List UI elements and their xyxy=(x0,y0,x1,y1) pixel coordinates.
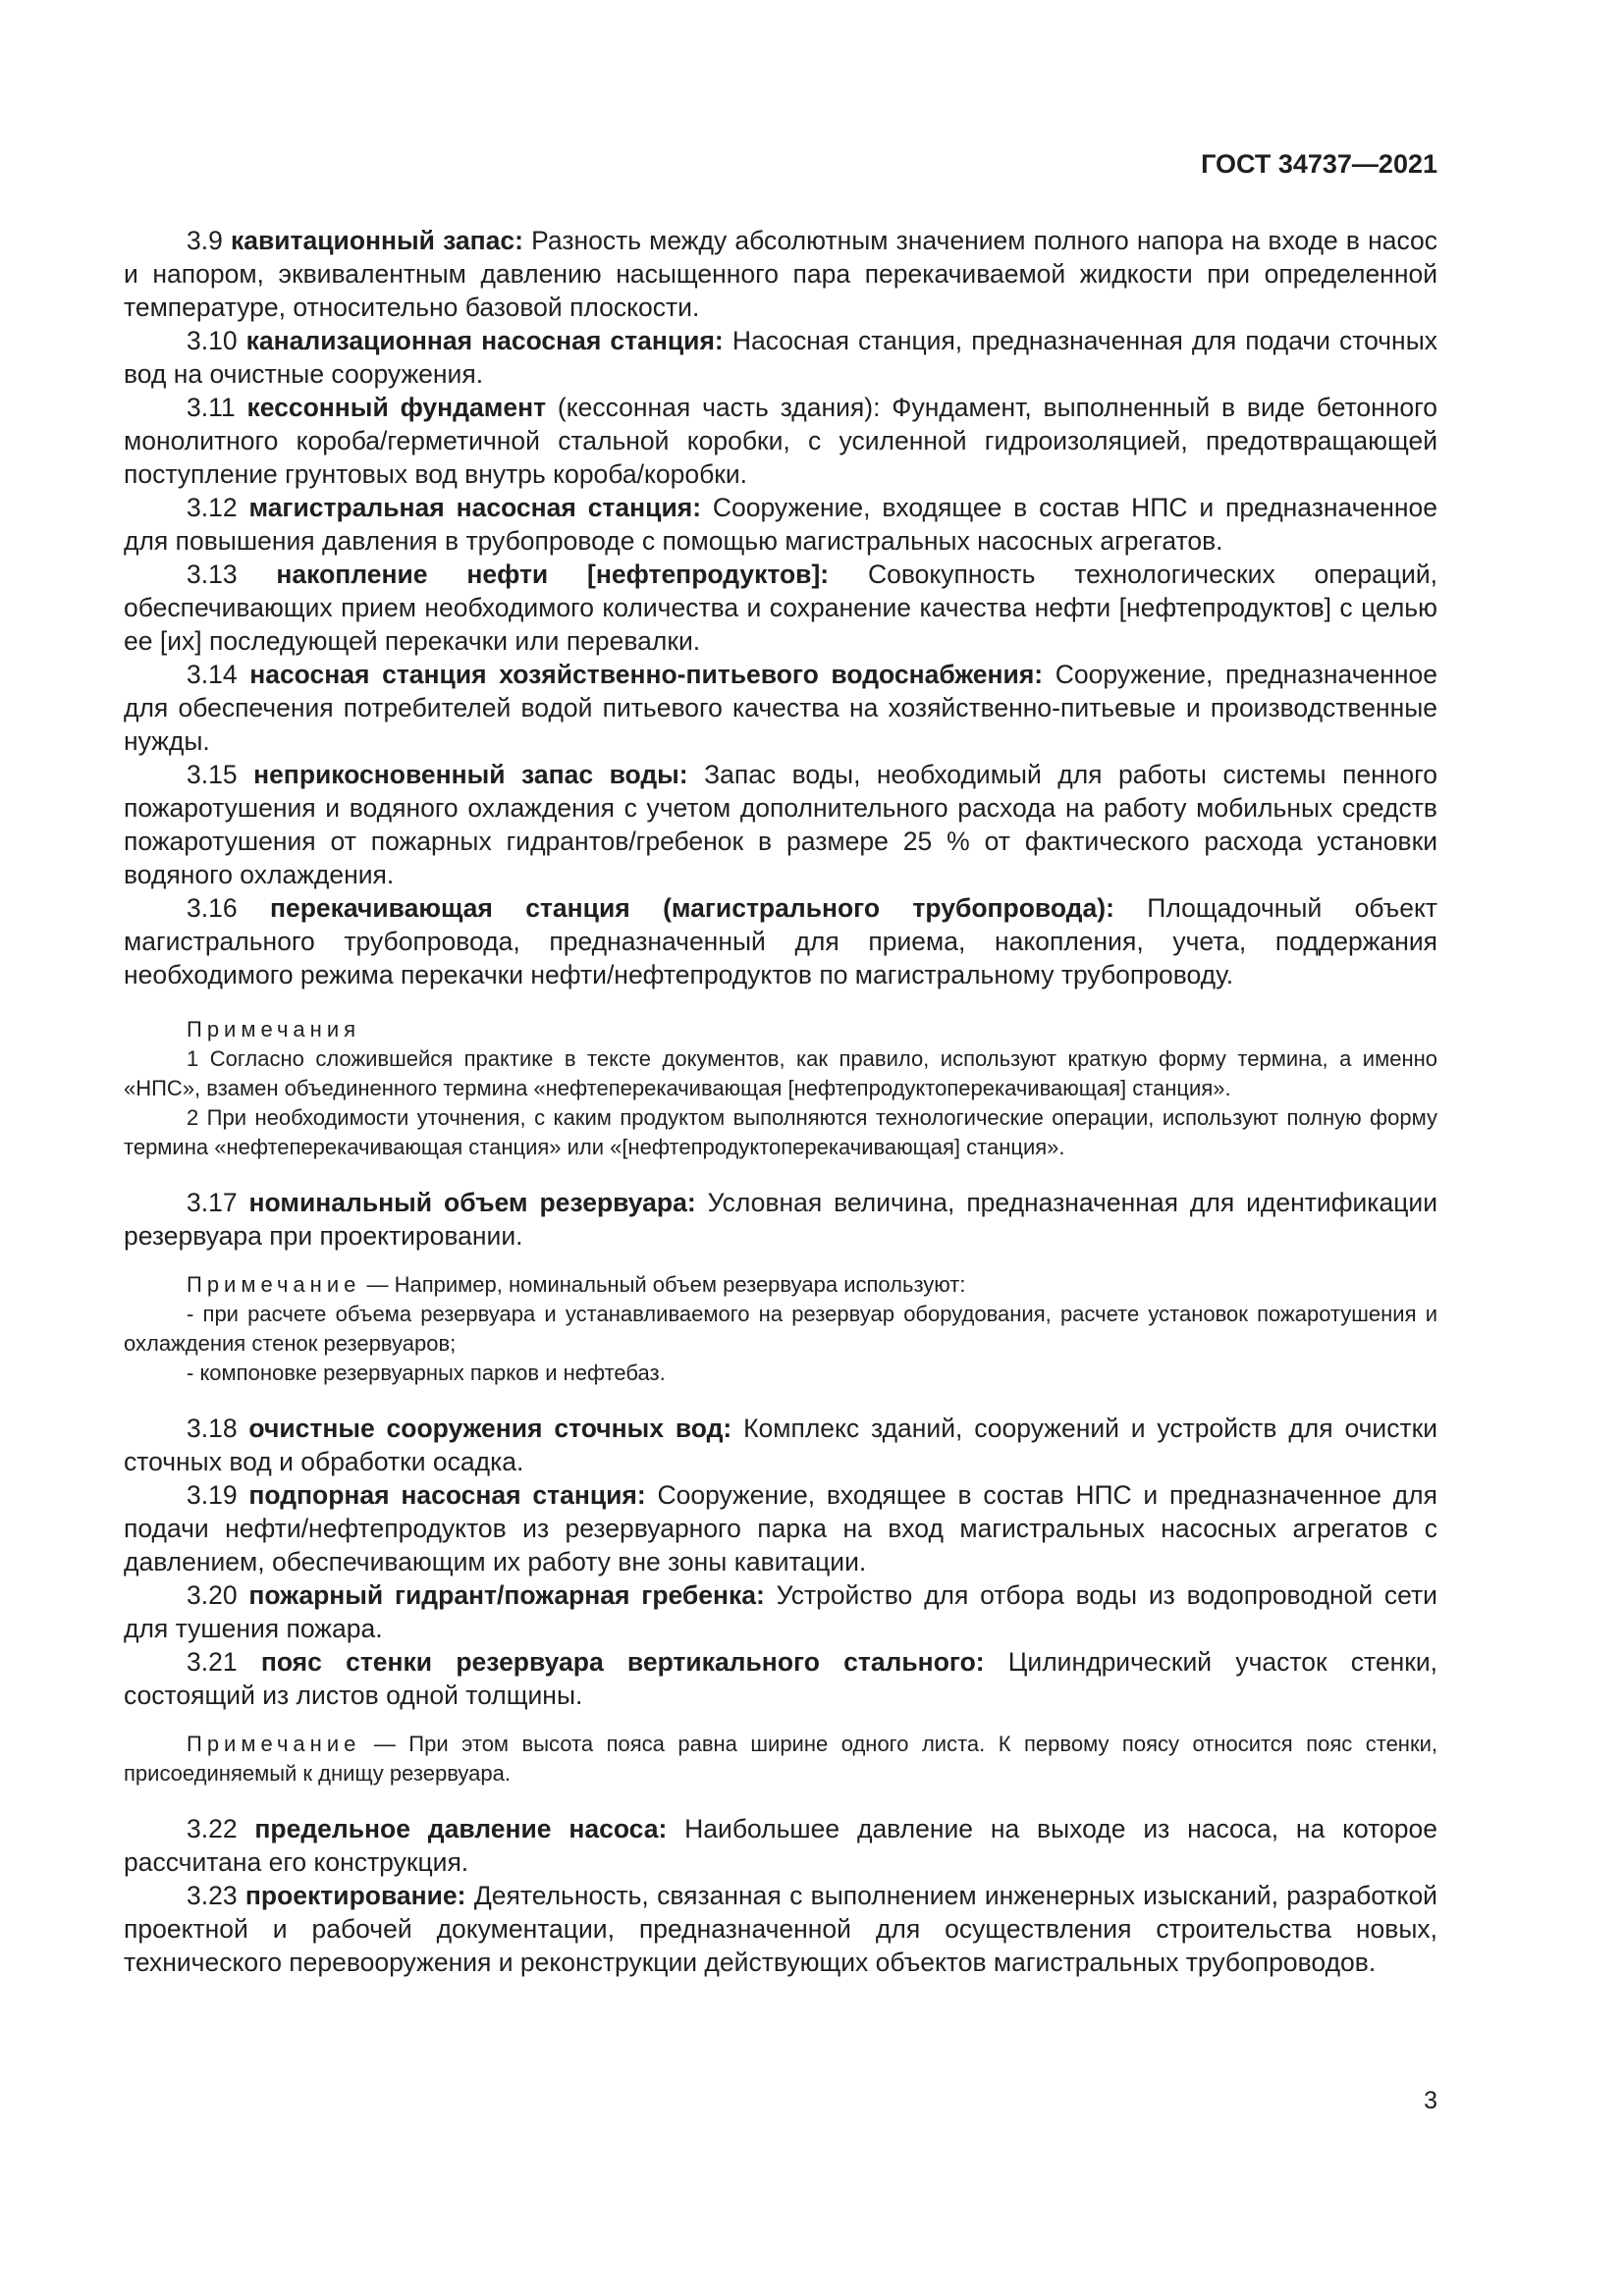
term-3-12: 3.12 магистральная насосная станция: Сооружение, входящее в состав НПС и предназначенное для повышения давления в трубопроводе с помощью магистральных насосных агрегатов. xyxy=(124,493,1437,556)
note-item: 2 При необходимости уточнения, с каким продуктом выполняются технологические операции, используют полную форму термина «нефтеперекачивающая станция» или «[нефтепродуктоперекачивающая] станция». xyxy=(124,1105,1437,1159)
term-3-15: 3.15 неприкосновенный запас воды: Запас воды, необходимый для работы системы пенного пожаротушения и водяного охлаждения с учетом дополнительного расхода на работу мобильных средств пожаротушения от пожарных гидрантов/гребенок в размере 25 % от фактического расхода установки водяного охлаждения. xyxy=(124,760,1437,889)
term-3-18: 3.18 очистные сооружения сточных вод: Комплекс зданий, сооружений и устройств для очистки сточных вод и обработки осадка. xyxy=(124,1414,1437,1476)
term-3-14: 3.14 насосная станция хозяйственно-питьевого водоснабжения: Сооружение, предназначенное для обеспечения потребителей водой питьевого качества на хозяйственно-питьевые и производственные нужды. xyxy=(124,660,1437,756)
term-3-16: 3.16 перекачивающая станция (магистрального трубопровода): Площадочный объект магистрального трубопровода, предназначенный для приема, накопления, учета, поддержания необходимого режима перекачки нефти/нефтепродуктов по магистральному трубопроводу. xyxy=(124,893,1437,989)
page-number: 3 xyxy=(1424,2087,1437,2114)
document-body xyxy=(124,224,1437,1979)
note-title: Примечание xyxy=(187,1272,361,1297)
term-3-21: 3.21 пояс стенки резервуара вертикального стального: Цилиндрический участок стенки, состоящий из листов одной толщины. xyxy=(124,1647,1437,1710)
term-3-10: 3.10 канализационная насосная станция: Насосная станция, предназначенная для подачи сточных вод на очистные сооружения. xyxy=(124,326,1437,389)
term-3-22: 3.22 предельное давление насоса: Наибольшее давление на выходе из насоса, на которое рассчитана его конструкция. xyxy=(124,1814,1437,1877)
note-dash-item: - при расчете объема резервуара и устанавливаемого на резервуар оборудования, расчете установок пожаротушения и охлаждения стенок резервуаров; xyxy=(124,1302,1437,1356)
document-code: ГОСТ 34737—2021 xyxy=(1201,149,1437,179)
term-3-20: 3.20 пожарный гидрант/пожарная гребенка: Устройство для отбора воды из водопроводной сети для тушения пожара. xyxy=(124,1580,1437,1643)
term-3-23: 3.23 проектирование: Деятельность, связанная с выполнением инженерных изысканий, разработкой проектной и рабочей документации, предназначенной для осуществления строительства новых, технического перевооружения и реконструкции действующих объектов магистральных трубопроводов. xyxy=(124,1881,1437,1977)
note-item: 1 Согласно сложившейся практике в тексте документов, как правило, используют краткую форму термина, а именно «НПС», взамен объединенного термина «нефтеперекачивающая [нефтепродуктоперекачивающая] станция». xyxy=(124,1046,1437,1100)
term-3-9: 3.9 кавитационный запас: Разность между абсолютным значением полного напора на входе в насос и напором, эквивалентным давлению насыщенного пара перекачиваемой жидкости при определенной температуре, относительно базовой плоскости. xyxy=(124,226,1438,322)
term-3-11: 3.11 кессонный фундамент (кессонная часть здания): Фундамент, выполненный в виде бетонного монолитного короба/герметичной стальной коробки, с усиленной гидроизоляцией, предотвращающей поступление грунтовых вод внутрь короба/коробки. xyxy=(124,393,1437,489)
notes-3-16 xyxy=(124,1015,1437,1162)
term-3-17: 3.17 номинальный объем резервуара: Условная величина, предназначенная для идентификации резервуара при проектировании. xyxy=(124,1188,1437,1251)
term-3-19: 3.19 подпорная насосная станция: Сооружение, входящее в состав НПС и предназначенное для подачи нефти/нефтепродуктов из резервуарного парка на вход магистральных насосных агрегатов с давлением, обеспечивающим их работу вне зоны кавитации. xyxy=(124,1480,1437,1576)
note-title: Примечания xyxy=(187,1017,361,1041)
term-3-13: 3.13 накопление нефти [нефтепродуктов]: Совокупность технологических операций, обеспечивающих прием необходимого количества и сохранение качества нефти [нефтепродуктов] с целью ее [их] последующей перекачки или перевалки. xyxy=(124,560,1437,656)
note-title: Примечание xyxy=(187,1732,361,1756)
note-3-21: Примечание — При этом высота пояса равна ширине одного листа. К первому поясу относится пояс стенки, присоединяемый к днищу резервуара. xyxy=(124,1732,1437,1786)
note-dash-item: - компоновке резервуарных парков и нефтебаз. xyxy=(187,1361,666,1385)
note-3-17: Примечание — Например, номинальный объем резервуара используют: - при расчете объема резервуара и устанавливаемого на резервуар оборудования, расчете установок пожаротушения и охлаждения стенок резервуаров; - компоновке резервуарных парков и нефтебаз. xyxy=(124,1270,1437,1388)
